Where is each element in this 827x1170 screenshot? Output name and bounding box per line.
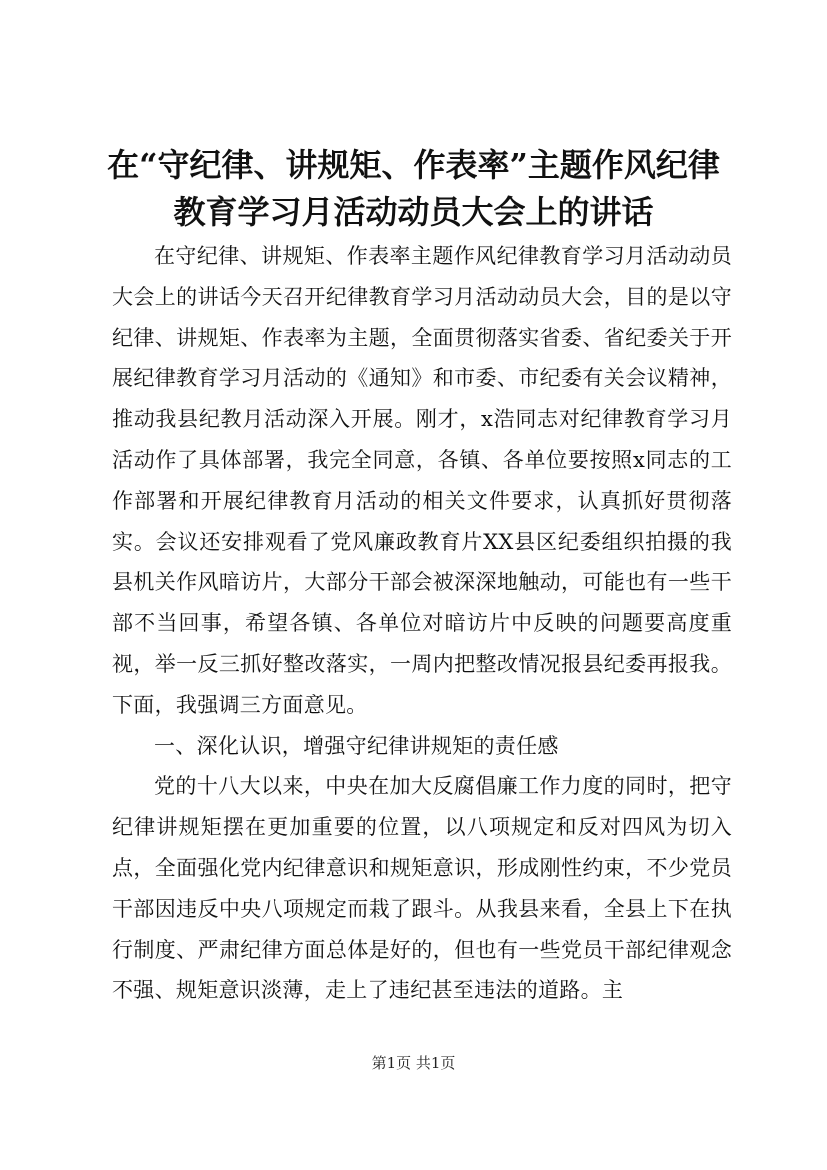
title-line-1: 在“守纪律、讲规矩、作表率”主题作风纪律 [107, 146, 720, 184]
section-heading: 一、深化认识，增强守纪律讲规矩的责任感 [154, 733, 559, 758]
title-line-2: 教育学习月活动动员大会上的讲话 [173, 193, 654, 231]
paragraph-intro: 在守纪律、讲规矩、作表率主题作风纪律教育学习月活动动员大会上的讲话今天召开纪律教育学习月活动动员大会，目的是以守纪律、讲规矩、作表率为主题，全面贯彻落实省委、省纪委关于开展纪律教育学习月活动的《通知》和市委、市纪委有关会议精神，推动我县纪教月活动深入开展。刚才，x浩同志对纪律教育学习月活动作了具体部署，我完全同意，各镇、各单位要按照x同志的工作部署和开展纪律教育月活动的相关文件要求，认真抓好贯彻落实。会议还安排观看了党风廉政教育片XX县区纪委组织拍摄的我县机关作风暗访片，大部分干部会被深深地触动，可能也有一些干部不当回事，希望各镇、各单位对暗访片中反映的问题要高度重视，举一反三抓好整改落实，一周内把整改情况报县纪委再报我。下面，我强调三方面意见。 [112, 244, 732, 717]
page-footer: 第1页 共1页 [371, 1054, 456, 1072]
document-body [112, 236, 732, 1011]
paragraph-section-1: 党的十八大以来，中央在加大反腐倡廉工作力度的同时，把守纪律讲规矩摆在更加重要的位置，以八项规定和反对四风为切入点，全面强化党内纪律意识和规矩意识，形成刚性约束，不少党员干部因违反中央八项规定而栽了跟斗。从我县来看，全县上下在执行制度、严肃纪律方面总体是好的，但也有一些党员干部纪律观念不强、规矩意识淡薄，走上了违纪甚至违法的道路。主 [112, 774, 732, 1003]
document-title [60, 142, 767, 236]
